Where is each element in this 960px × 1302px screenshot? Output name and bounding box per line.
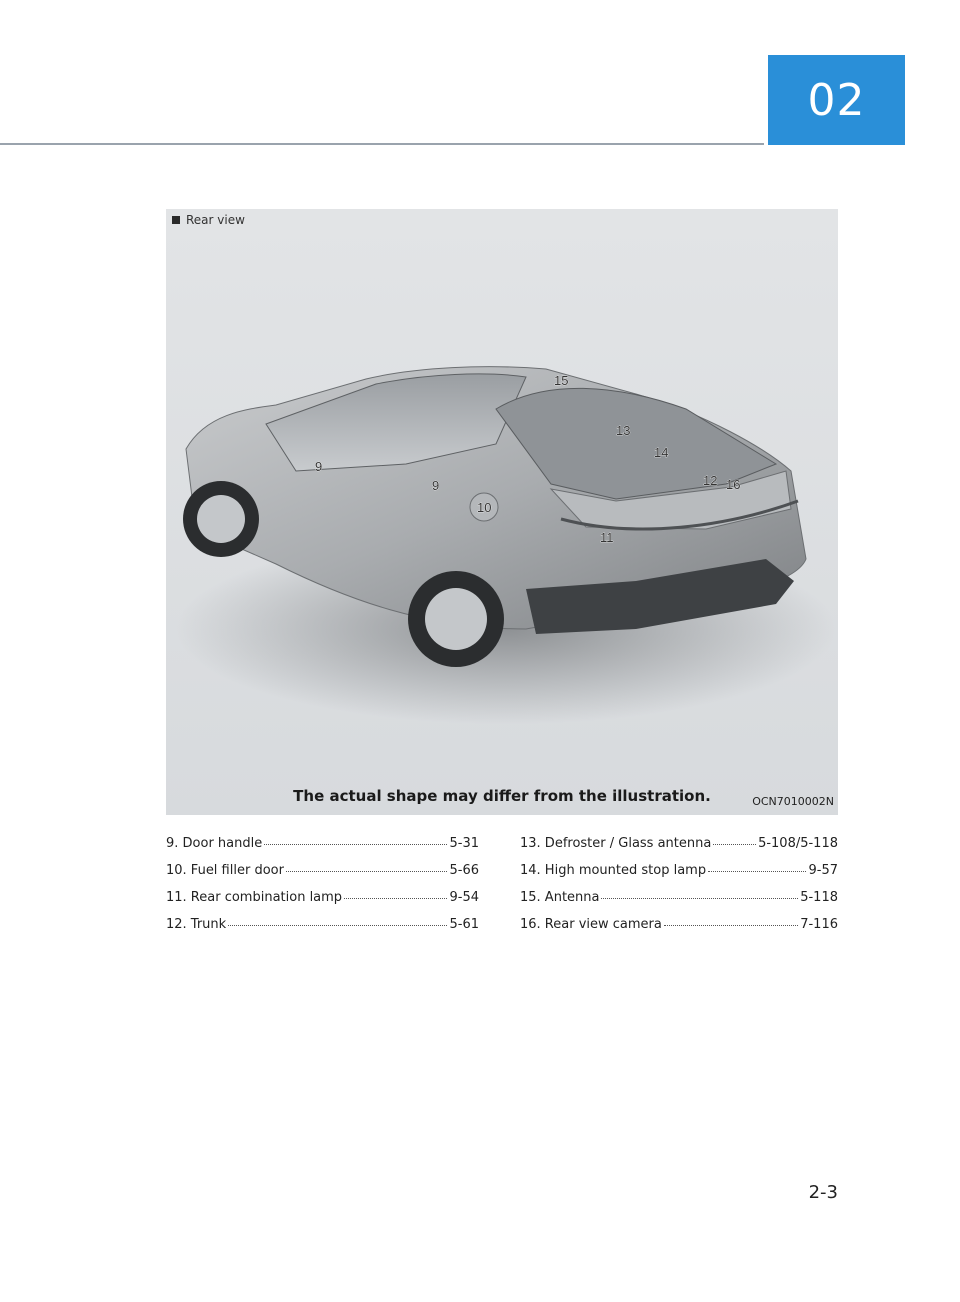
list-item: 10. Fuel filler door 5-66 — [166, 863, 479, 878]
callout-11: 11 — [600, 530, 614, 545]
figure-code: OCN7010002N — [752, 795, 834, 808]
callout-16: 16 — [726, 477, 741, 492]
list-item: 9. Door handle 5-31 — [166, 836, 479, 851]
component-list-right — [520, 836, 838, 944]
callout-9b: 9 — [432, 478, 440, 493]
square-bullet-icon — [172, 216, 180, 224]
rear-view-figure — [166, 209, 838, 815]
component-list-left — [166, 836, 479, 944]
list-item: 15. Antenna 5-118 — [520, 890, 838, 905]
callout-10: 10 — [477, 500, 492, 515]
callout-9a: 9 — [315, 459, 323, 474]
figure-label-text: Rear view — [186, 213, 245, 227]
chapter-tab — [768, 55, 905, 145]
callout-13: 13 — [616, 423, 631, 438]
car-illustration — [166, 209, 838, 815]
callout-12: 12 — [703, 473, 718, 488]
chapter-number: 02 — [807, 74, 866, 126]
list-item: 14. High mounted stop lamp 9-57 — [520, 863, 838, 878]
page-number: 2-3 — [808, 1182, 838, 1203]
front-rim — [197, 495, 245, 543]
callout-14: 14 — [654, 445, 669, 460]
list-item: 12. Trunk 5-61 — [166, 917, 479, 932]
header-rule — [0, 143, 764, 145]
list-item: 11. Rear combination lamp 9-54 — [166, 890, 479, 905]
figure-caption: The actual shape may differ from the illustration. — [293, 787, 711, 805]
list-item: 13. Defroster / Glass antenna 5-108/5-118 — [520, 836, 838, 851]
rear-rim — [425, 588, 487, 650]
callout-15: 15 — [554, 373, 569, 388]
figure-label — [172, 213, 245, 227]
list-item: 16. Rear view camera 7-116 — [520, 917, 838, 932]
